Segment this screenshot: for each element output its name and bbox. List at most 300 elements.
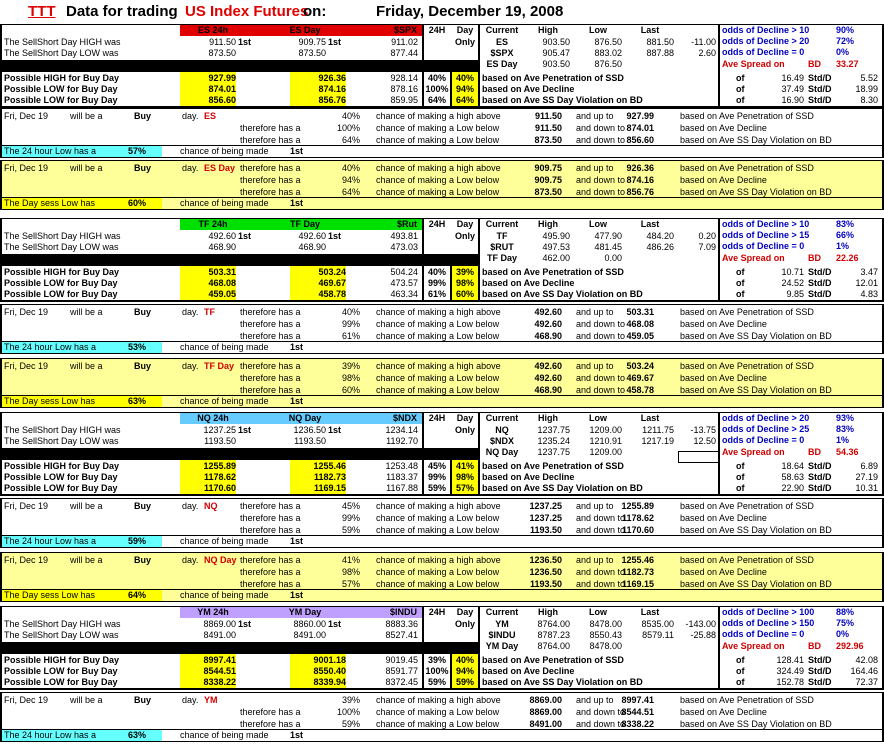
possible-label[interactable]: Possible HIGH for Buy Day: [4, 73, 120, 83]
std-value[interactable]: 3.47: [860, 267, 878, 277]
chance-text[interactable]: chance of making a high above: [376, 307, 501, 317]
quote-head[interactable]: Low: [589, 25, 607, 35]
pct-24h[interactable]: 40%: [427, 267, 446, 277]
chance-pct[interactable]: 98%: [341, 373, 360, 383]
ss-high-index[interactable]: 1234.14: [385, 425, 418, 435]
chance-text[interactable]: chance of making a high above: [376, 163, 501, 173]
spread-label[interactable]: Ave Spread on: [722, 59, 785, 69]
up-down[interactable]: and down to: [576, 331, 626, 341]
pct-day[interactable]: 40%: [455, 655, 474, 665]
pct-24h[interactable]: 100%: [425, 666, 449, 676]
level-from[interactable]: 911.50: [534, 111, 562, 121]
footer-label[interactable]: The Day sess Low has: [4, 198, 96, 208]
quote-head[interactable]: Current: [485, 25, 519, 35]
level-to[interactable]: 927.99: [626, 111, 654, 121]
quote-change[interactable]: 7.09: [698, 242, 716, 252]
level-from[interactable]: 1236.50: [529, 555, 562, 565]
quote-low[interactable]: 8550.43: [589, 630, 622, 640]
level-from[interactable]: 909.75: [534, 163, 562, 173]
quote-high[interactable]: 1235.24: [537, 436, 570, 446]
therefore[interactable]: therefore has a: [240, 719, 301, 729]
quote-last[interactable]: 8579.11: [642, 630, 674, 640]
up-down[interactable]: and down to: [576, 719, 626, 729]
only-label[interactable]: Only: [454, 231, 475, 241]
basis[interactable]: based on Ave Penetration of SSD: [482, 73, 624, 83]
odds-label[interactable]: odds of Decline = 0: [722, 47, 805, 57]
pct-day[interactable]: 57%: [455, 483, 474, 493]
spread-value[interactable]: 54.36: [836, 447, 859, 457]
first-flag[interactable]: 1st: [238, 619, 252, 629]
possible-24h[interactable]: 1178.62: [203, 472, 236, 482]
quote-change[interactable]: 2.60: [698, 48, 716, 58]
quote-head[interactable]: High: [538, 25, 558, 35]
footer-pct[interactable]: 53%: [128, 342, 147, 352]
chance-text[interactable]: chance of making a Low below: [376, 135, 500, 145]
quote-head[interactable]: Current: [485, 413, 519, 423]
possible-24h[interactable]: 1170.60: [203, 483, 236, 493]
up-down[interactable]: and up to: [576, 163, 614, 173]
possible-day[interactable]: 856.76: [318, 95, 346, 105]
std-value[interactable]: 6.89: [860, 461, 878, 471]
chance-pct[interactable]: 41%: [341, 555, 360, 565]
pct-day[interactable]: 64%: [455, 95, 474, 105]
of-label[interactable]: of: [736, 95, 745, 105]
footer-pct[interactable]: 57%: [128, 146, 147, 156]
possible-day[interactable]: 1169.15: [313, 483, 346, 493]
level-to[interactable]: 874.01: [626, 123, 654, 133]
day-date[interactable]: Fri, Dec 19: [4, 111, 49, 121]
chance-text[interactable]: chance of making a high above: [376, 361, 501, 371]
therefore[interactable]: therefore has a: [240, 579, 301, 589]
col-head-24h-pct[interactable]: 24H: [428, 413, 446, 423]
high-label[interactable]: The SellShort Day HIGH was: [4, 619, 121, 629]
std-value[interactable]: 10.31: [855, 483, 878, 493]
possible-24h[interactable]: 927.99: [208, 73, 236, 83]
possible-day[interactable]: 8339.94: [313, 677, 346, 687]
day-date[interactable]: Fri, Dec 19: [4, 307, 49, 317]
therefore[interactable]: therefore has a: [240, 135, 301, 145]
therefore[interactable]: therefore has a: [240, 361, 301, 371]
odds-value[interactable]: 0%: [836, 629, 850, 639]
chance-text[interactable]: chance of making a high above: [376, 501, 501, 511]
chance-text[interactable]: chance of making a Low below: [376, 707, 500, 717]
basis[interactable]: based on Ave SS Day Violation on BD: [482, 483, 643, 493]
day-label[interactable]: day.: [182, 111, 199, 121]
col-head-24h[interactable]: TF 24h: [198, 219, 228, 229]
first-flag[interactable]: 1st: [328, 231, 342, 241]
chance-text[interactable]: chance of making a Low below: [376, 719, 500, 729]
ss-high-24h[interactable]: 492.60: [208, 231, 236, 241]
basis-text[interactable]: based on Ave Decline: [680, 707, 767, 717]
quote-high[interactable]: 903.50: [542, 59, 570, 69]
quote-last[interactable]: [626, 59, 674, 70]
spread-bd[interactable]: BD: [808, 641, 821, 651]
odds-label[interactable]: odds of Decline > 20: [722, 413, 810, 423]
odds-value[interactable]: 90%: [836, 25, 855, 35]
buy-label[interactable]: Buy: [134, 695, 152, 705]
level-from[interactable]: 492.60: [534, 373, 562, 383]
level-to[interactable]: 1182.73: [621, 567, 654, 577]
odds-value[interactable]: 83%: [836, 424, 855, 434]
quote-last[interactable]: [626, 253, 674, 264]
std-value[interactable]: 18.99: [855, 84, 878, 94]
basis-text[interactable]: based on Ave Decline: [680, 513, 767, 523]
pct-24h[interactable]: 61%: [427, 289, 446, 299]
col-head-day-pct[interactable]: Day: [456, 607, 474, 617]
basis[interactable]: based on Ave Decline: [482, 666, 575, 676]
odds-value[interactable]: 83%: [836, 219, 855, 229]
quote-head[interactable]: Last: [640, 607, 660, 617]
ave-value[interactable]: 9.85: [786, 289, 804, 299]
quote-symbol[interactable]: $RUT: [490, 242, 514, 252]
ss-low-24h[interactable]: 8491.00: [203, 630, 236, 640]
odds-label[interactable]: odds of Decline > 150: [722, 618, 815, 628]
footer-text[interactable]: chance of being made: [180, 342, 269, 352]
footer-label[interactable]: The Day sess Low has: [4, 396, 96, 406]
col-head-index[interactable]: $SPX: [393, 25, 417, 35]
ss-low-index[interactable]: 1192.70: [386, 436, 418, 446]
ss-high-day[interactable]: 1236.50: [293, 425, 326, 435]
footer-text[interactable]: chance of being made: [180, 536, 269, 546]
footer-first[interactable]: 1st: [290, 146, 304, 156]
odds-value[interactable]: 88%: [836, 607, 855, 617]
possible-index[interactable]: 878.16: [390, 84, 418, 94]
quote-last[interactable]: 484.20: [646, 231, 674, 241]
chance-pct[interactable]: 60%: [341, 385, 360, 395]
basis-text[interactable]: based on Ave SS Day Violation on BD: [680, 525, 832, 535]
ss-low-index[interactable]: 473.03: [390, 242, 418, 252]
ave-value[interactable]: 152.78: [776, 677, 804, 687]
quote-low[interactable]: 876.50: [594, 37, 622, 47]
level-from[interactable]: 8491.00: [529, 719, 562, 729]
footer-label[interactable]: The 24 hour Low has a: [4, 342, 97, 352]
pct-24h[interactable]: 40%: [427, 73, 446, 83]
basis-text[interactable]: based on Ave SS Day Violation on BD: [680, 331, 832, 341]
odds-value[interactable]: 72%: [836, 36, 855, 46]
level-to[interactable]: 503.31: [626, 307, 654, 317]
basis[interactable]: based on Ave Penetration of SSD: [482, 267, 624, 277]
quote-low[interactable]: 876.50: [594, 59, 622, 69]
chance-pct[interactable]: 40%: [341, 111, 360, 121]
possible-label[interactable]: Possible LOW for Buy Day: [4, 666, 118, 676]
basis[interactable]: based on Ave Decline: [482, 278, 575, 288]
quote-change[interactable]: 0.20: [698, 231, 716, 241]
of-label[interactable]: of: [736, 666, 745, 676]
ss-high-day[interactable]: 8860.00: [293, 619, 326, 629]
footer-first[interactable]: 1st: [290, 342, 304, 352]
quote-head[interactable]: Last: [640, 413, 660, 423]
col-head-day[interactable]: ES Day: [289, 25, 321, 35]
first-flag[interactable]: 1st: [238, 425, 252, 435]
will-be[interactable]: will be a: [70, 163, 103, 173]
footer-pct[interactable]: 64%: [128, 590, 147, 600]
possible-index[interactable]: 1183.37: [386, 472, 418, 482]
std-value[interactable]: 5.52: [860, 73, 878, 83]
will-be[interactable]: will be a: [70, 695, 103, 705]
up-down[interactable]: and down to: [576, 385, 626, 395]
therefore[interactable]: therefore has a: [240, 513, 301, 523]
footer-first[interactable]: 1st: [290, 590, 304, 600]
quote-head[interactable]: Low: [589, 607, 607, 617]
up-down[interactable]: and up to: [576, 695, 614, 705]
std-label[interactable]: Std/D: [808, 278, 832, 288]
possible-index[interactable]: 473.57: [390, 278, 418, 288]
possible-index[interactable]: 504.24: [390, 267, 418, 277]
quote-last[interactable]: 1217.19: [641, 436, 674, 446]
day-date[interactable]: Fri, Dec 19: [4, 163, 49, 173]
high-label[interactable]: The SellShort Day HIGH was: [4, 37, 121, 47]
level-from[interactable]: 1237.25: [529, 501, 562, 511]
col-head-day[interactable]: TF Day: [289, 219, 320, 229]
basis-text[interactable]: based on Ave SS Day Violation on BD: [680, 579, 832, 589]
pct-day[interactable]: 40%: [455, 73, 474, 83]
quote-last[interactable]: [626, 447, 674, 458]
odds-value[interactable]: 1%: [836, 241, 850, 251]
low-label[interactable]: The SellShort Day LOW was: [4, 436, 119, 446]
up-down[interactable]: and up to: [576, 307, 614, 317]
ss-high-24h[interactable]: 911.50: [209, 37, 236, 47]
first-flag[interactable]: 1st: [238, 37, 252, 47]
chance-pct[interactable]: 99%: [341, 513, 360, 523]
ss-low-24h[interactable]: 1193.50: [204, 436, 236, 446]
high-label[interactable]: The SellShort Day HIGH was: [4, 231, 121, 241]
ss-low-day[interactable]: 873.50: [298, 48, 326, 58]
therefore[interactable]: therefore has a: [240, 331, 301, 341]
quote-low[interactable]: 883.02: [594, 48, 622, 58]
ss-low-index[interactable]: 877.44: [390, 48, 418, 58]
up-down[interactable]: and down to: [576, 175, 626, 185]
chance-pct[interactable]: 59%: [341, 525, 360, 535]
chance-pct[interactable]: 98%: [341, 567, 360, 577]
day-date[interactable]: Fri, Dec 19: [4, 361, 49, 371]
chance-pct[interactable]: 94%: [341, 175, 360, 185]
of-label[interactable]: of: [736, 677, 745, 687]
std-value[interactable]: 12.01: [855, 278, 878, 288]
quote-last[interactable]: 486.26: [646, 242, 674, 252]
up-down[interactable]: and down to: [576, 319, 626, 329]
pct-day[interactable]: 41%: [455, 461, 474, 471]
symbol-label[interactable]: NQ: [204, 501, 218, 511]
pct-24h[interactable]: 59%: [427, 483, 446, 493]
quote-high[interactable]: 903.50: [542, 37, 570, 47]
up-down[interactable]: and up to: [576, 555, 614, 565]
quote-last[interactable]: 8535.00: [641, 619, 674, 629]
buy-label[interactable]: Buy: [134, 111, 152, 121]
will-be[interactable]: will be a: [70, 361, 103, 371]
ave-value[interactable]: 18.64: [781, 461, 804, 471]
col-head-24h[interactable]: YM 24h: [197, 607, 229, 617]
col-head-24h-pct[interactable]: 24H: [428, 607, 446, 617]
footer-label[interactable]: The 24 hour Low has a: [4, 536, 97, 546]
therefore[interactable]: therefore has a: [240, 187, 301, 197]
col-head-24h-pct[interactable]: 24H: [428, 219, 446, 229]
std-value[interactable]: 72.37: [855, 677, 878, 687]
of-label[interactable]: of: [736, 84, 745, 94]
level-to[interactable]: 459.05: [626, 331, 654, 341]
of-label[interactable]: of: [736, 267, 745, 277]
pct-24h[interactable]: 99%: [427, 278, 446, 288]
symbol-label[interactable]: ES Day: [204, 163, 236, 173]
quote-head[interactable]: Low: [589, 413, 607, 423]
possible-24h[interactable]: 8338.22: [203, 677, 236, 687]
therefore[interactable]: therefore has a: [240, 707, 301, 717]
possible-day[interactable]: 8550.40: [313, 666, 346, 676]
quote-symbol[interactable]: $INDU: [488, 630, 516, 640]
level-to[interactable]: 856.60: [626, 135, 654, 145]
chance-text[interactable]: chance of making a Low below: [376, 567, 500, 577]
level-to[interactable]: 8544.51: [621, 707, 654, 717]
possible-label[interactable]: Possible LOW for Buy Day: [4, 84, 118, 94]
up-down[interactable]: and down to: [576, 513, 626, 523]
level-from[interactable]: 911.50: [534, 123, 562, 133]
quote-change[interactable]: -11.00: [691, 37, 716, 47]
possible-24h[interactable]: 874.01: [208, 84, 236, 94]
possible-index[interactable]: 928.14: [390, 73, 418, 83]
pct-24h[interactable]: 100%: [425, 84, 449, 94]
possible-index[interactable]: 8372.45: [385, 677, 418, 687]
odds-value[interactable]: 0%: [836, 47, 850, 57]
day-label[interactable]: day.: [182, 307, 199, 317]
therefore[interactable]: therefore has a: [240, 385, 301, 395]
chance-text[interactable]: chance of making a Low below: [376, 319, 500, 329]
possible-label[interactable]: Possible HIGH for Buy Day: [4, 461, 120, 471]
pct-day[interactable]: 59%: [455, 677, 474, 687]
col-head-day[interactable]: YM Day: [288, 607, 322, 617]
quote-symbol[interactable]: TF: [496, 231, 508, 241]
basis-text[interactable]: based on Ave Decline: [680, 319, 767, 329]
basis[interactable]: based on Ave Penetration of SSD: [482, 655, 624, 665]
chance-pct[interactable]: 45%: [341, 501, 360, 511]
ss-high-24h[interactable]: 1237.25: [203, 425, 236, 435]
only-label[interactable]: Only: [454, 619, 475, 629]
col-head-24h[interactable]: NQ 24h: [197, 413, 229, 423]
odds-value[interactable]: 75%: [836, 618, 855, 628]
quote-symbol[interactable]: YM: [495, 619, 509, 629]
possible-label[interactable]: Possible LOW for Buy Day: [4, 677, 118, 687]
odds-label[interactable]: odds of Decline > 25: [722, 424, 810, 434]
possible-day[interactable]: 9001.18: [313, 655, 346, 665]
possible-24h[interactable]: 8544.51: [203, 666, 236, 676]
quote-low[interactable]: 1209.00: [589, 447, 622, 457]
ss-low-24h[interactable]: 873.50: [208, 48, 236, 58]
quote-low[interactable]: 8478.00: [589, 641, 622, 651]
high-label[interactable]: The SellShort Day HIGH was: [4, 425, 121, 435]
odds-label[interactable]: odds of Decline = 0: [722, 629, 805, 639]
pct-24h[interactable]: 45%: [427, 461, 446, 471]
std-value[interactable]: 42.08: [855, 655, 878, 665]
ave-value[interactable]: 58.63: [781, 472, 804, 482]
chance-pct[interactable]: 40%: [341, 307, 360, 317]
ss-high-index[interactable]: 911.02: [391, 37, 418, 47]
std-label[interactable]: Std/D: [808, 95, 832, 105]
chance-pct[interactable]: 39%: [341, 361, 360, 371]
pct-day[interactable]: 94%: [455, 84, 474, 94]
therefore[interactable]: therefore has a: [240, 123, 301, 133]
quote-high[interactable]: 8764.00: [537, 641, 570, 651]
std-label[interactable]: Std/D: [808, 666, 832, 676]
level-from[interactable]: 492.60: [534, 361, 562, 371]
quote-change[interactable]: [676, 59, 716, 70]
day-date[interactable]: Fri, Dec 19: [4, 501, 49, 511]
basis-text[interactable]: based on Ave Penetration of SSD: [680, 307, 814, 317]
chance-text[interactable]: chance of making a Low below: [376, 525, 500, 535]
quote-high[interactable]: 905.47: [542, 48, 570, 58]
spread-value[interactable]: 33.27: [836, 59, 859, 69]
chance-text[interactable]: chance of making a Low below: [376, 513, 500, 523]
std-label[interactable]: Std/D: [808, 73, 832, 83]
level-to[interactable]: 503.24: [626, 361, 654, 371]
level-to[interactable]: 1178.62: [621, 513, 654, 523]
up-down[interactable]: and up to: [576, 361, 614, 371]
footer-pct[interactable]: 59%: [128, 536, 147, 546]
ss-low-day[interactable]: 8491.00: [293, 630, 326, 640]
spread-label[interactable]: Ave Spread on: [722, 253, 785, 263]
basis-text[interactable]: based on Ave Decline: [680, 123, 767, 133]
up-down[interactable]: and down to: [576, 567, 626, 577]
footer-label[interactable]: The Day sess Low has: [4, 590, 96, 600]
quote-high[interactable]: 8764.00: [537, 619, 570, 629]
quote-last[interactable]: 887.88: [646, 48, 674, 58]
low-label[interactable]: The SellShort Day LOW was: [4, 48, 119, 58]
quote-high[interactable]: 8787.23: [537, 630, 570, 640]
ave-value[interactable]: 24.52: [781, 278, 804, 288]
chance-text[interactable]: chance of making a Low below: [376, 579, 500, 589]
will-be[interactable]: will be a: [70, 501, 103, 511]
ss-high-index[interactable]: 8883.36: [385, 619, 418, 629]
pct-day[interactable]: 39%: [455, 267, 474, 277]
day-label[interactable]: day.: [182, 163, 199, 173]
spread-bd[interactable]: BD: [808, 447, 821, 457]
level-from[interactable]: 873.50: [534, 135, 562, 145]
of-label[interactable]: of: [736, 483, 745, 493]
possible-24h[interactable]: 468.08: [208, 278, 236, 288]
footer-text[interactable]: chance of being made: [180, 730, 269, 740]
therefore[interactable]: therefore has a: [240, 175, 301, 185]
basis-text[interactable]: based on Ave SS Day Violation on BD: [680, 187, 832, 197]
spread-label[interactable]: Ave Spread on: [722, 447, 785, 457]
std-value[interactable]: 8.30: [860, 95, 878, 105]
ave-value[interactable]: 16.49: [781, 73, 804, 83]
level-to[interactable]: 1169.15: [621, 579, 654, 589]
quote-symbol[interactable]: $SPX: [490, 48, 514, 58]
day-label[interactable]: day.: [182, 501, 199, 511]
will-be[interactable]: will be a: [70, 555, 103, 565]
will-be[interactable]: will be a: [70, 111, 103, 121]
of-label[interactable]: of: [736, 655, 745, 665]
level-from[interactable]: 8869.00: [529, 695, 562, 705]
odds-value[interactable]: 66%: [836, 230, 855, 240]
std-label[interactable]: Std/D: [808, 677, 832, 687]
odds-label[interactable]: odds of Decline > 100: [722, 607, 815, 617]
ss-high-24h[interactable]: 8869.00: [203, 619, 236, 629]
possible-day[interactable]: 458.78: [318, 289, 346, 299]
footer-text[interactable]: chance of being made: [180, 590, 269, 600]
therefore[interactable]: therefore has a: [240, 567, 301, 577]
quote-head[interactable]: Last: [640, 25, 660, 35]
std-label[interactable]: Std/D: [808, 267, 832, 277]
pct-24h[interactable]: 59%: [427, 677, 446, 687]
spread-value[interactable]: 292.96: [836, 641, 864, 651]
therefore[interactable]: therefore has a: [240, 307, 301, 317]
symbol-label[interactable]: ES: [204, 111, 217, 121]
level-from[interactable]: 909.75: [534, 175, 562, 185]
level-from[interactable]: 1193.50: [529, 579, 562, 589]
pct-day[interactable]: 98%: [455, 278, 474, 288]
basis[interactable]: based on Ave SS Day Violation on BD: [482, 289, 643, 299]
footer-first[interactable]: 1st: [290, 730, 304, 740]
up-down[interactable]: and down to: [576, 525, 626, 535]
chance-text[interactable]: chance of making a Low below: [376, 385, 500, 395]
